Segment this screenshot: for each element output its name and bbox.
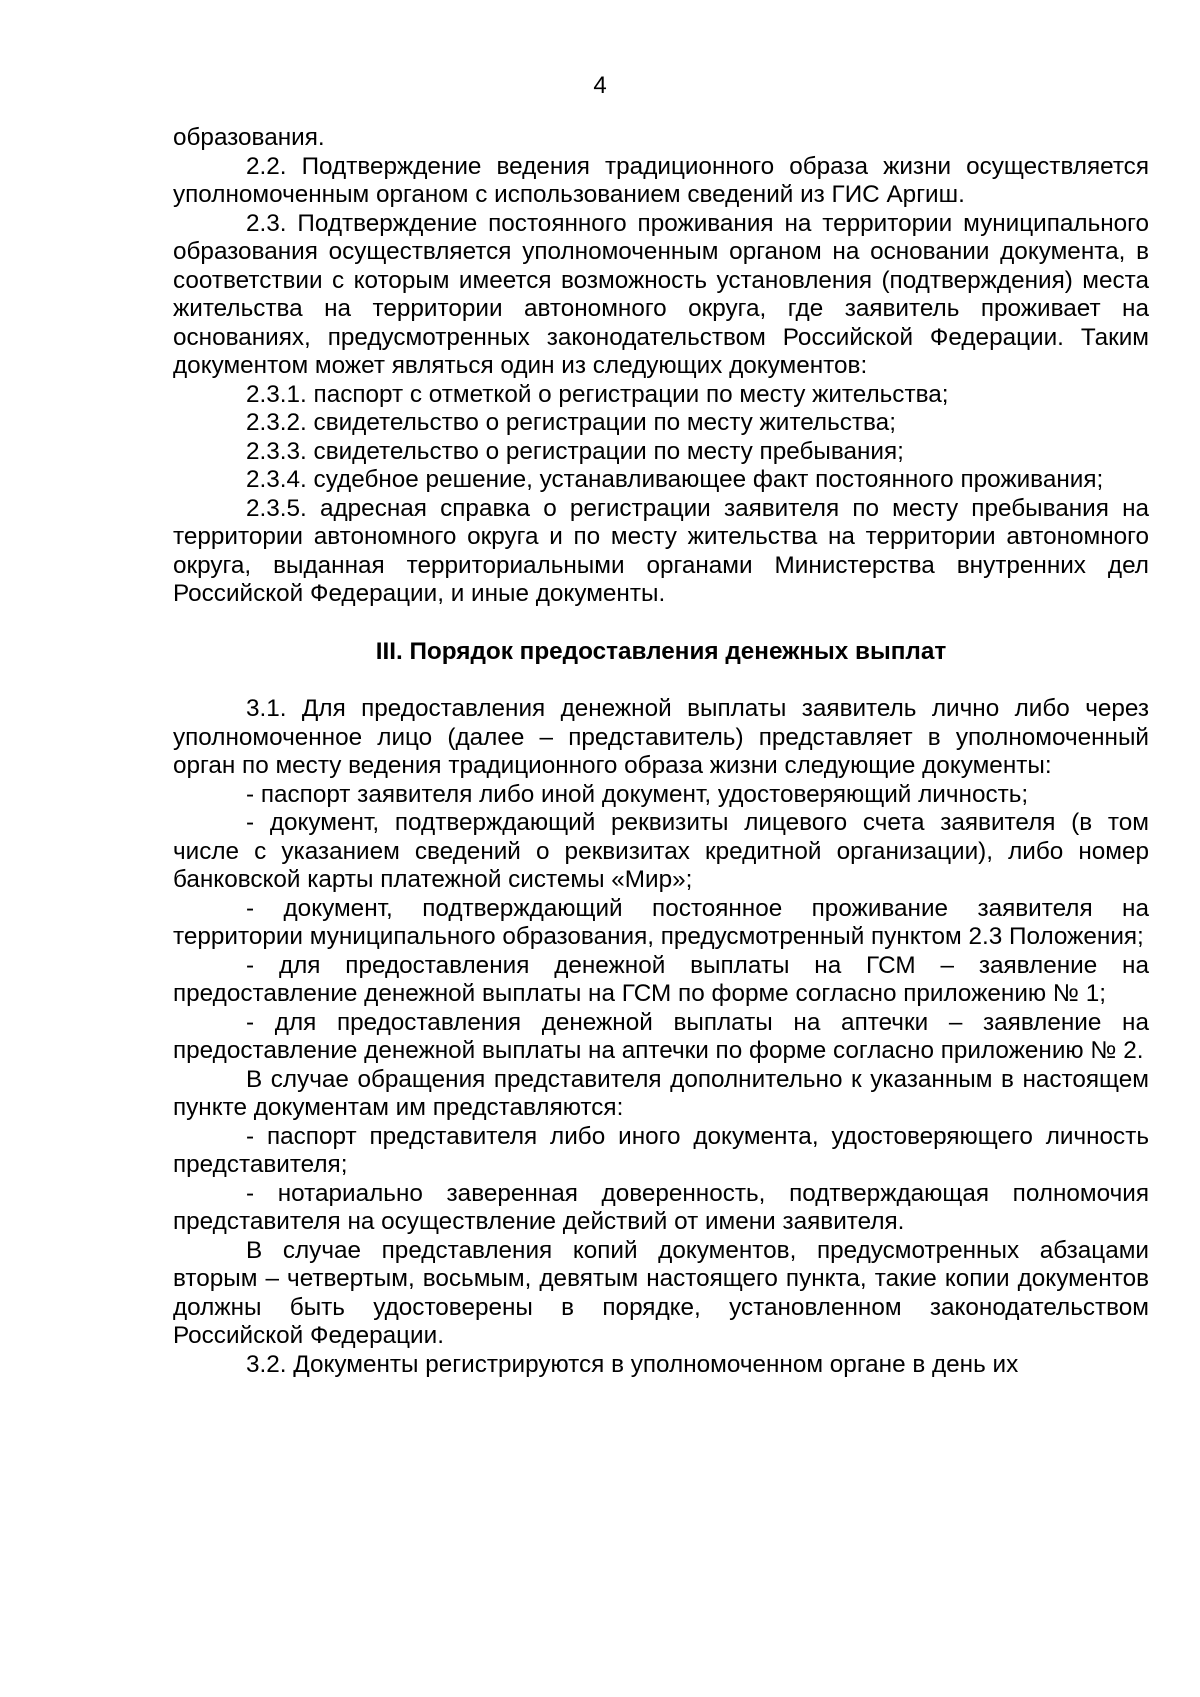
section-heading: III. Порядок предоставления денежных выплат — [375, 637, 947, 665]
paragraph: 3.1. Для предоставления денежной выплаты заявитель лично либо через уполномоченное лицо (далее – представитель) представляет в уполномоченный орган по месту ведения традиционного образа жизни следующие документы: — [173, 695, 1149, 779]
list-item: - нотариально заверенная доверенность, подтверждающая полномочия представителя на осуществление действий от имени заявителя. — [173, 1179, 1149, 1235]
list-item: 2.3.2. свидетельство о регистрации по месту жительства; — [246, 409, 896, 436]
list-item: 2.3.4. судебное решение, устанавливающее факт постоянного проживания; — [246, 466, 1104, 493]
list-item: - паспорт представителя либо иного документа, удостоверяющего личность представителя; — [173, 1122, 1149, 1178]
list-item: - документ, подтверждающий постоянное проживание заявителя на территории муниципального образования, предусмотренный пунктом 2.3 Положения; — [173, 894, 1149, 950]
paragraph: образования. — [173, 124, 325, 151]
list-item: 2.3.3. свидетельство о регистрации по месту пребывания; — [246, 437, 904, 465]
list-item: - паспорт заявителя либо иной документ, удостоверяющий личность; — [246, 780, 1029, 808]
list-item: - для предоставления денежной выплаты на ГСМ – заявление на предоставление денежной выплаты на ГСМ по форме согласно приложению № 1; — [173, 951, 1149, 1007]
list-item: - для предоставления денежной выплаты на аптечки – заявление на предоставление денежной выплаты на аптечки по форме согласно приложению № 2. — [173, 1008, 1149, 1064]
document-body — [173, 124, 1149, 1379]
paragraph: 2.3. Подтверждение постоянного проживания на территории муниципального образования осуществляется уполномоченным органом на основании документа, в соответствии с которым имеется возможность установления (подтверждения) места жительства на территории автономного округа, где заявитель проживает на основаниях, предусмотренных законодательством Российской Федерации. Таким документом может являться один из следующих документов: — [173, 209, 1149, 379]
paragraph: В случае обращения представителя дополнительно к указанным в настоящем пункте документам им представляются: — [173, 1065, 1149, 1121]
list-item: - документ, подтверждающий реквизиты лицевого счета заявителя (в том числе с указанием сведений о реквизитах кредитной организации), либо номер банковской карты платежной системы «Мир»; — [173, 809, 1149, 893]
paragraph: 3.2. Документы регистрируются в уполномоченном органе в день их — [246, 1350, 1019, 1378]
paragraph: В случае представления копий документов, предусмотренных абзацами вторым – четвертым, восьмым, девятым настоящего пункта, такие копии документов должны быть удостоверены в порядке, установленном законодательством Российской Федерации. — [173, 1236, 1149, 1349]
list-item: 2.3.1. паспорт с отметкой о регистрации по месту жительства; — [246, 380, 949, 408]
list-item: 2.3.5. адресная справка о регистрации заявителя по месту пребывания на территории автономного округа и по месту жительства на территории автономного округа, выданная территориальными органами Министерства внутренних дел Российской Федерации, и иные документы. — [173, 494, 1149, 607]
paragraph: 2.2. Подтверждение ведения традиционного образа жизни осуществляется уполномоченным органом с использованием сведений из ГИС Аргиш. — [173, 152, 1149, 208]
page-number: 4 — [593, 72, 607, 99]
